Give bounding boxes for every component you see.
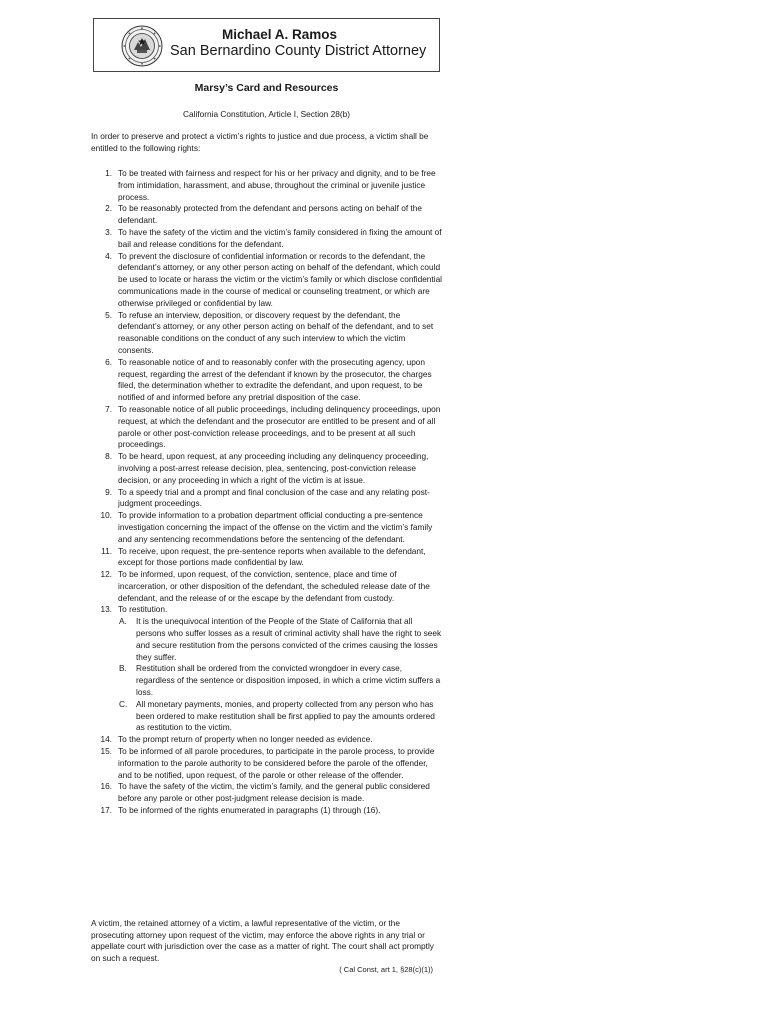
county-seal-icon [121, 25, 163, 67]
right-number: 16. [100, 781, 112, 792]
legal-citation: ( Cal Const, art 1, §28(c)(1)) [339, 965, 433, 974]
right-item [91, 746, 443, 781]
restitution-text: Restitution shall be ordered from the convicted wrongdoer in every case, regardless of the sentence or disposition imposed, in which a crime victim suffers a loss. [136, 663, 441, 698]
right-item [91, 510, 443, 545]
rights-list [91, 168, 443, 817]
right-text: To receive, upon request, the pre-sentence reports when available to the defendant, except for those portions made confidential by law. [118, 545, 426, 568]
closing-paragraph: A victim, the retained attorney of a victim, a lawful representative of the victim, or the prosecuting attorney upon request of the victim, may enforce the above rights in any trial or appellate court with jurisdiction over the case as a matter of right. The court shall act promptly on such a request. [91, 918, 434, 963]
restitution-item [118, 699, 443, 734]
right-text: To provide information to a probation department official conducting a pre-sentence investigation concerning the impact of the offense on the victim and the victim’s family and any sentencing recommendations before the sentencing of the defendant. [118, 510, 433, 544]
right-text: To be treated with fairness and respect for his or her privacy and dignity, and to be free from intimidation, harassment, and abuse, throughout the criminal or juvenile justice process. [118, 168, 436, 202]
right-text: To be reasonably protected from the defendant and persons acting on behalf of the defendant. [118, 203, 422, 226]
intro-paragraph: In order to preserve and protect a victim’s rights to justice and due process, a victim shall be entitled to the following rights: [91, 131, 429, 153]
right-item [91, 310, 443, 357]
right-text: To have the safety of the victim, the victim’s family, and the general public considered before any parole or other post-judgment release decision is made. [118, 781, 430, 804]
right-item [91, 251, 443, 310]
right-item [91, 487, 443, 511]
right-number: 12. [100, 569, 112, 580]
right-text: To be informed of the rights enumerated in paragraphs (1) through (16). [118, 805, 381, 816]
right-item [91, 546, 443, 570]
right-text: To be informed of all parole procedures, to participate in the parole process, to provide information to the parole authority to be considered before the parole of the offender, and to be notified, upon request, of the parole or other release of the offender. [118, 746, 435, 780]
restitution-letter: B. [119, 663, 127, 674]
right-number: 8. [105, 451, 112, 462]
right-number: 11. [101, 545, 112, 556]
restitution-text: All monetary payments, monies, and property collected from any person who has been ordered to make restitution shall be first applied to pay the amounts ordered as restitution to the victim. [136, 698, 435, 733]
right-item [91, 451, 443, 486]
right-item [91, 227, 443, 251]
right-text: To be informed, upon request, of the conviction, sentence, place and time of incarceration, or other disposition of the defendant, the scheduled release date of the defendant, and the release of or the escape by the defendant from custody. [118, 569, 430, 603]
right-number: 5. [105, 309, 112, 320]
restitution-text: It is the unequivocal intention of the People of the State of California that all persons who suffer losses as a result of criminal activity shall have the right to seek and secure restitution from the persons convicted of the crimes causing the losses they suffer. [136, 616, 442, 662]
right-text: To refuse an interview, deposition, or discovery request by the defendant, the defendant’s attorney, or any other person acting on behalf of the defendant, and to set reasonable conditions on the conduct of any such interview to which the victim consents. [118, 309, 434, 355]
right-item [91, 604, 443, 734]
restitution-item [118, 663, 443, 698]
right-item [91, 357, 443, 404]
right-text: To a speedy trial and a prompt and final conclusion of the case and any relating post-judgment proceedings. [118, 486, 430, 509]
right-item [91, 168, 443, 203]
right-number: 17. [100, 805, 112, 816]
right-text: To prevent the disclosure of confidential information or records to the defendant, the defendant’s attorney, or any other person acting on behalf of the defendant, which could be used to locate or harass the victim or the victim’s family or which disclose confidential communications made in the course of medical or counseling treatment, or which are otherwise privileged or confidential by law. [118, 250, 443, 308]
right-text: To reasonable notice of all public proceedings, including delinquency proceedings, upon request, at which the defendant and the prosecutor are entitled to be present and of all parole or other post-conviction release proceedings, and to be present at all such proceedings. [118, 403, 441, 450]
right-number: 4. [105, 250, 112, 261]
right-number: 2. [105, 203, 112, 214]
right-item [91, 404, 443, 451]
right-text: To the prompt return of property when no longer needed as evidence. [118, 734, 373, 745]
right-number: 15. [100, 746, 112, 757]
right-number: 6. [105, 356, 112, 367]
right-item [91, 805, 443, 817]
right-text: To have the safety of the victim and the victim’s family considered in fixing the amount of bail and release conditions for the defendant. [118, 226, 442, 249]
letterhead-box [93, 18, 440, 72]
restitution-letter: C. [119, 698, 128, 709]
right-number: 7. [105, 403, 112, 414]
right-number: 10. [100, 510, 112, 521]
restitution-letter: A. [119, 616, 127, 627]
right-number: 9. [105, 486, 112, 497]
right-text: To restitution. [118, 604, 168, 615]
da-office-title: San Bernardino County District Attorney [170, 43, 427, 59]
right-number: 14. [100, 734, 112, 745]
da-name: Michael A. Ramos [222, 27, 338, 42]
document-title: Marsy’s Card and Resources [194, 82, 339, 94]
right-item [91, 781, 443, 805]
right-item [91, 569, 443, 604]
right-text: To reasonable notice of and to reasonably confer with the prosecuting agency, upon request, regarding the arrest of the defendant if known by the prosecutor, the charges filed, the determination whether to extradite the defendant, and upon request, to be notified of and informed before any pretrial disposition of the case. [118, 356, 432, 403]
right-number: 3. [105, 226, 112, 237]
right-item [91, 203, 443, 227]
right-text: To be heard, upon request, at any proceeding including any delinquency proceeding, involving a post-arrest release decision, plea, sentencing, post-conviction release decision, or any proceeding in which a right of the victim is at issue. [118, 451, 429, 485]
right-item [91, 734, 443, 746]
document-subtitle: California Constitution, Article I, Section 28(b) [183, 109, 350, 119]
restitution-item [118, 616, 443, 663]
right-number: 1. [105, 168, 112, 178]
restitution-sublist [118, 616, 443, 734]
right-number: 13. [100, 604, 112, 615]
